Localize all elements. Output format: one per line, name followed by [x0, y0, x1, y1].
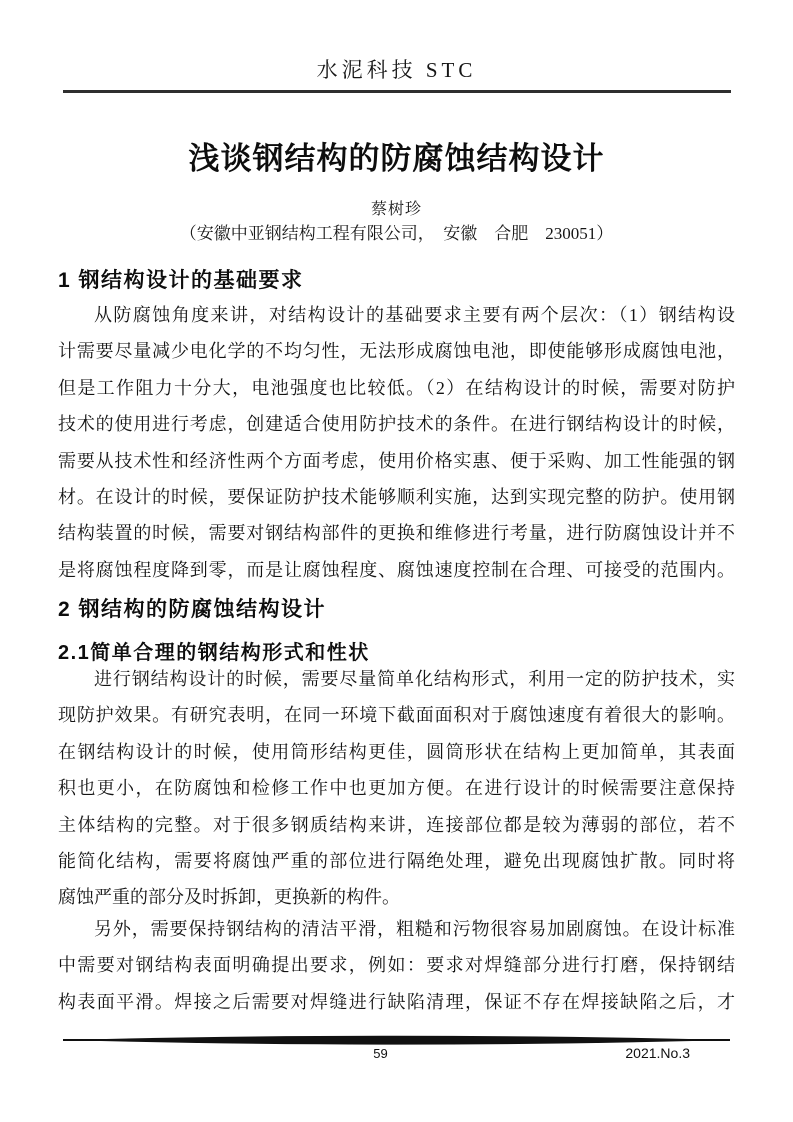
text-line: 结构装置的时候，需要对钢结构部件的更换和维修进行考量，进行防腐蚀设计并不	[58, 523, 735, 544]
section-2-heading: 2 钢结构的防腐蚀结构设计	[58, 598, 327, 621]
text-line: 腐蚀严重的部分及时拆卸，更换新的构件。	[58, 887, 400, 908]
text-line: 中需要对钢结构表面明确提出要求，例如：要求对焊缝部分进行打磨，保持钢结	[58, 955, 735, 976]
author-affiliation: （安徽中亚钢结构工程有限公司， 安徽 合肥 230051）	[179, 224, 614, 243]
text-line: 计需要尽量减少电化学的不均匀性，无法形成腐蚀电池，即使能够形成腐蚀电池，	[58, 341, 735, 362]
text-line: 主体结构的完整。对于很多钢质结构来讲，连接部位都是较为薄弱的部位，若不	[58, 814, 735, 835]
section-2-1-heading: 2.1简单合理的钢结构形式和性状	[58, 642, 370, 664]
text-line: 材。在设计的时候，要保证防护技术能够顺利实施，达到实现完整的防护。使用钢	[58, 486, 735, 507]
text-line: 积也更小，在防腐蚀和检修工作中也更加方便。在进行设计的时候需要注意保持	[58, 778, 735, 799]
text-line: 但是工作阻力十分大，电池强度也比较低。（2）在结构设计的时候，需要对防护	[58, 377, 735, 398]
article-title: 浅谈钢结构的防腐蚀结构设计	[188, 141, 605, 176]
text-line: 是将腐蚀程度降到零，而是让腐蚀程度、腐蚀速度控制在合理、可接受的范围内。	[58, 559, 735, 580]
text-line: 另外，需要保持钢结构的清洁平滑，粗糙和污物很容易加剧腐蚀。在设计标准	[94, 919, 735, 939]
text-line: 构表面平滑。焊接之后需要对焊缝进行缺陷清理，保证不存在焊接缺陷之后，才	[58, 991, 735, 1012]
text-line: 需要从技术性和经济性两个方面考虑，使用价格实惠、便于采购、加工性能强的钢	[58, 450, 735, 471]
text-line: 能简化结构，需要将腐蚀严重的部位进行隔绝处理，避免出现腐蚀扩散。同时将	[58, 850, 735, 871]
text-line: 从防腐蚀角度来讲，对结构设计的基础要求主要有两个层次：（1）钢结构设	[94, 305, 735, 325]
text-line: 在钢结构设计的时候，使用筒形结构更佳，圆筒形状在结构上更加简单，其表面	[58, 741, 735, 762]
section-2-1-paragraph-2	[58, 911, 735, 1020]
issue-number: 2021.No.3	[625, 1045, 690, 1061]
journal-name: 水泥科技 STC	[316, 58, 477, 82]
text-line: 进行钢结构设计的时候，需要尽量简单化结构形式，利用一定的防护技术，实	[94, 669, 735, 689]
section-1-paragraph	[58, 297, 735, 588]
section-2-1-paragraph-1	[58, 661, 735, 916]
author-name: 蔡树珍	[370, 201, 422, 218]
section-1-heading: 1 钢结构设计的基础要求	[58, 269, 304, 292]
text-line: 现防护效果。有研究表明，在同一环境下截面面积对于腐蚀速度有着很大的影响。	[58, 705, 735, 726]
text-line: 技术的使用进行考虑，创建适合使用防护技术的条件。在进行钢结构设计的时候，	[58, 414, 735, 435]
header-rule	[63, 90, 731, 93]
page-number: 59	[373, 1046, 388, 1061]
